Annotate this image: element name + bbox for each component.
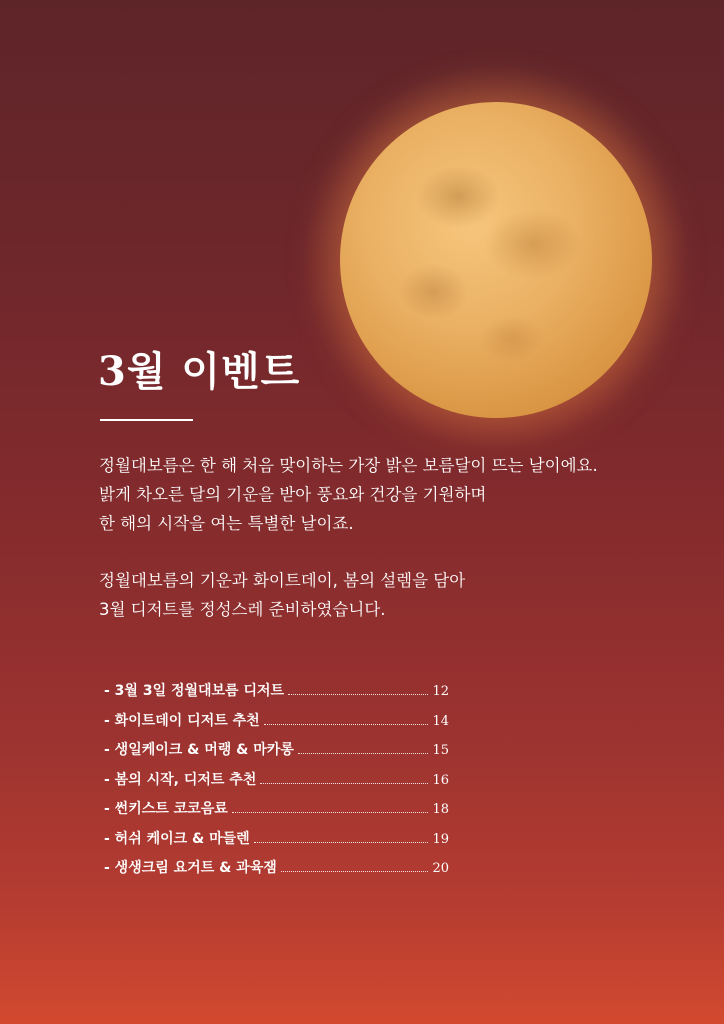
- toc-dot-leader: [298, 753, 429, 754]
- toc-item-label: - 화이트데이 디저트 추천: [104, 712, 260, 729]
- full-moon-image: [340, 102, 652, 418]
- toc-dot-leader: [260, 783, 428, 784]
- toc-page-number: 15: [432, 743, 449, 758]
- intro-line: 한 해의 시작을 여는 특별한 날이죠.: [99, 514, 354, 533]
- toc-item-label: - 생일케이크 & 머랭 & 마카롱: [104, 742, 294, 758]
- toc-item-label: - 생생크림 요거트 & 과육잼: [104, 860, 277, 876]
- toc-page-number: 20: [432, 861, 449, 876]
- table-of-contents: [104, 680, 449, 887]
- toc-page-number: 16: [432, 772, 449, 788]
- intro-line: 정월대보름은 한 해 처음 맞이하는 가장 밝은 보름달이 뜨는 날이에요.: [99, 456, 598, 475]
- toc-dot-leader: [254, 842, 429, 843]
- intro-line: 밝게 차오른 달의 기운을 받아 풍요와 건강을 기원하며: [99, 485, 487, 504]
- intro-line: 정월대보름의 기운과 화이트데이, 봄의 설렘을 담아: [99, 571, 466, 590]
- toc-page-number: 19: [432, 831, 449, 847]
- toc-dot-leader: [264, 724, 429, 725]
- toc-item[interactable]: [104, 769, 449, 799]
- toc-page-number: 12: [432, 684, 449, 699]
- toc-dot-leader: [281, 871, 429, 872]
- toc-item[interactable]: [104, 680, 449, 710]
- toc-item-label: - 3월 3일 정월대보름 디저트: [104, 683, 285, 699]
- toc-dot-leader: [232, 812, 429, 813]
- toc-item-label: - 썬키스트 코코음료: [104, 801, 228, 817]
- title-divider: [100, 419, 193, 421]
- toc-page-number: 14: [432, 713, 449, 729]
- toc-item-label: - 봄의 시작, 디저트 추천: [104, 771, 257, 788]
- intro-line: 3월 디저트를 정성스레 준비하였습니다.: [99, 600, 386, 619]
- toc-page-number: 18: [432, 802, 449, 817]
- toc-item-label: - 허쉬 케이크 & 마들렌: [104, 830, 250, 847]
- page-title: 3월 이벤트: [98, 348, 301, 395]
- toc-item[interactable]: [104, 857, 449, 887]
- intro-paragraph-1: [99, 451, 699, 538]
- toc-item[interactable]: [104, 828, 449, 858]
- toc-item[interactable]: [104, 739, 449, 769]
- intro-text: [99, 451, 699, 652]
- intro-paragraph-2: [99, 566, 699, 624]
- toc-dot-leader: [288, 694, 428, 695]
- toc-item[interactable]: [104, 710, 449, 740]
- toc-item[interactable]: [104, 798, 449, 828]
